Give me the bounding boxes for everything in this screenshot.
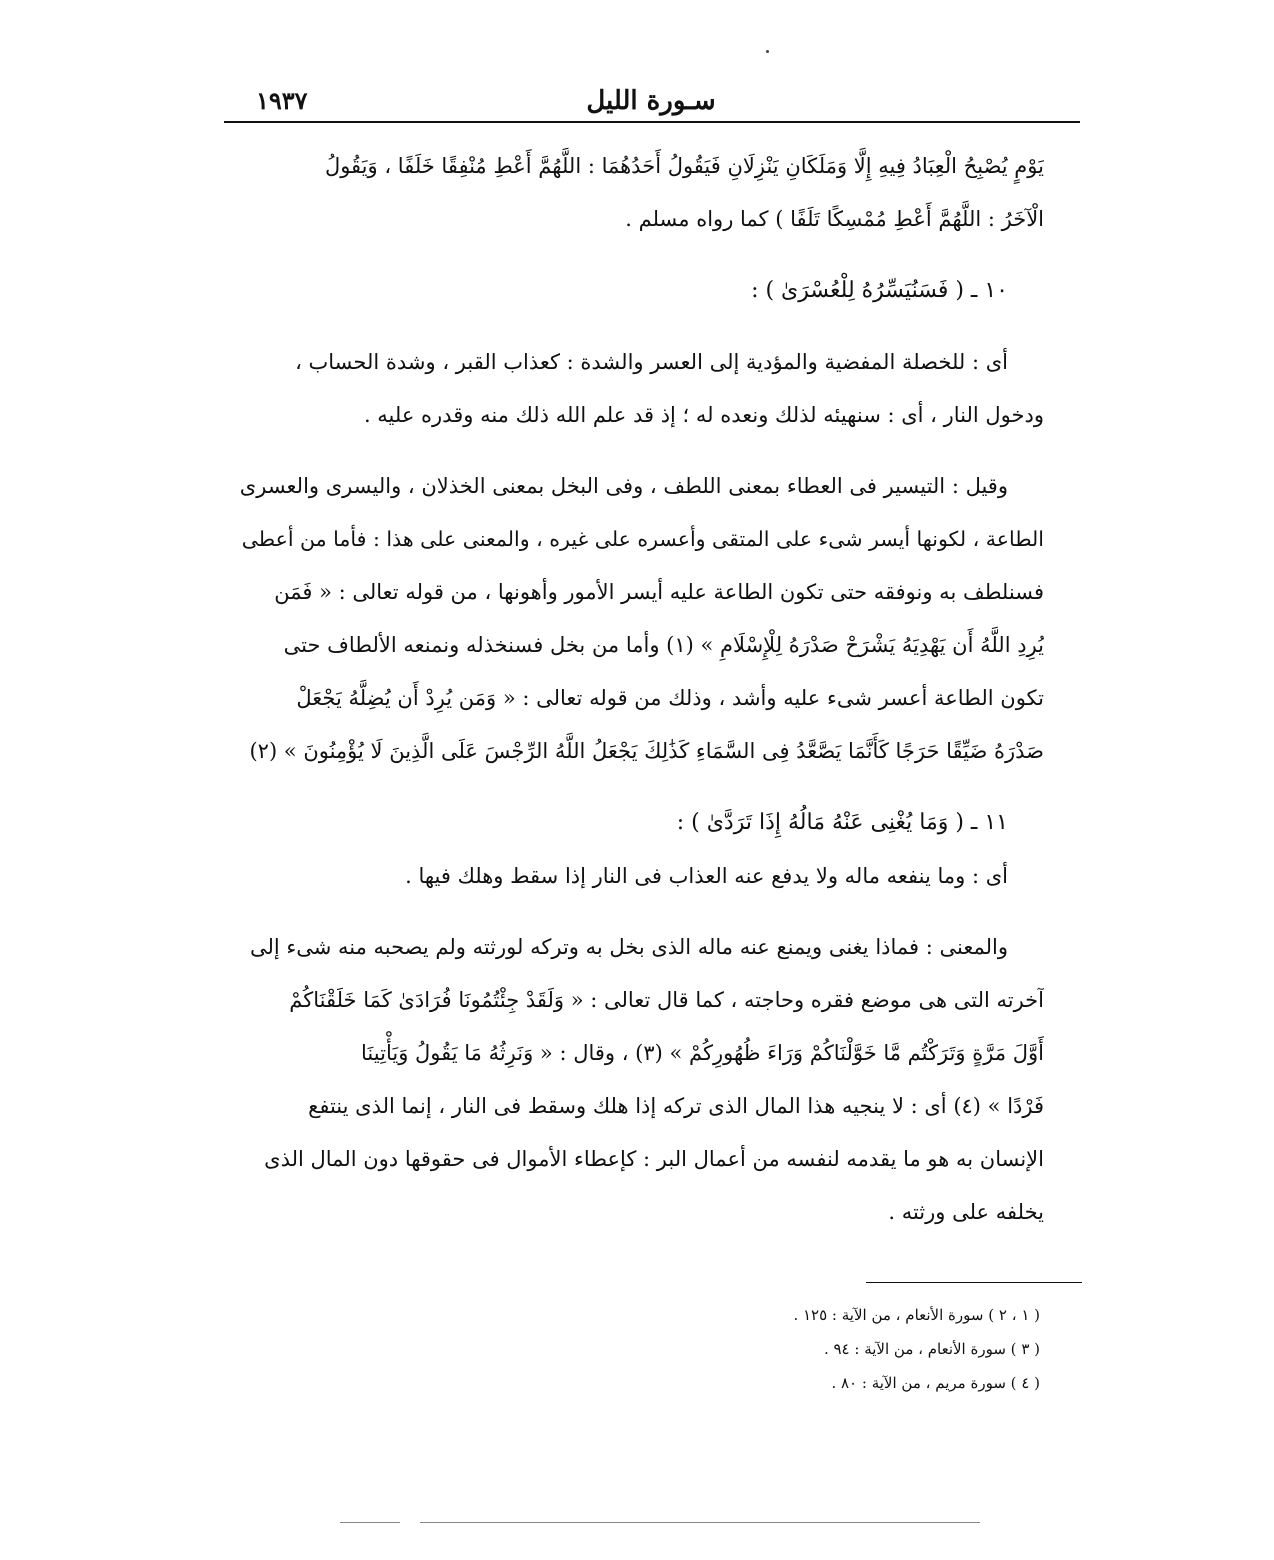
surah-title: سـورة الليل [586, 86, 716, 116]
text-line: يُرِدِ اللَّهُ أَن يَهْدِيَهُ يَشْرَحْ صَدْرَهُ لِلْإِسْلَامِ » (١) وأما من بخل فسنخذله ونمنعه الألطاف حتى [283, 633, 1044, 657]
text-line: يخلفه على ورثته . [888, 1200, 1044, 1224]
text-line: الإنسان به هو ما يقدمه لنفسه من أعمال البر : كإعطاء الأموال فى حقوقها دون المال الذى [264, 1147, 1044, 1171]
header-rule [224, 121, 1080, 123]
footnotes [600, 1298, 1040, 1400]
scan-dot [766, 50, 769, 53]
footnote: ( ١ ، ٢ ) سورة الأنعام ، من الآية : ١٢٥ . [793, 1306, 1040, 1324]
footnote: ( ٣ ) سورة الأنعام ، من الآية : ٩٤ . [823, 1340, 1040, 1358]
text-line: تكون الطاعة أعسر شىء عليه وأشد ، وذلك من قوله تعالى : « وَمَن يُرِدْ أَن يُضِلَّهُ يَجْعَلْ [296, 686, 1044, 710]
scan-mark [420, 1522, 980, 1523]
text-line: آخرته التى هى موضع فقره وحاجته ، كما قال تعالى : « وَلَقَدْ جِئْتُمُونَا فُرَادَىٰ كَمَا خَلَقْنَاكُمْ [289, 988, 1044, 1012]
text-line: يَوْمٍ يُصْبِحُ الْعِبَادُ فِيهِ إِلَّا وَمَلَكَانِ يَنْزِلَانِ فَيَقُولُ أَحَدُهُمَا : اللَّهُمَّ أَعْطِ مُنْفِقًا خَلَفًا ، وَيَقُولُ [324, 154, 1044, 178]
text-line: أى : للخصلة المفضية والمؤدية إلى العسر والشدة : كعذاب القبر ، وشدة الحساب ، [295, 350, 1008, 374]
footnote-rule [866, 1282, 1082, 1283]
text-line: أى : وما ينفعه ماله ولا يدفع عنه العذاب فى النار إذا سقط وهلك فيها . [405, 864, 1008, 888]
footnote: ( ٤ ) سورة مريم ، من الآية : ٨٠ . [831, 1374, 1040, 1392]
text-line: ودخول النار ، أى : سنهيئه لذلك ونعده له ؛ إذ قد علم الله ذلك منه وقدره عليه . [363, 403, 1044, 427]
text-line: فسنلطف به ونوفقه حتى تكون الطاعة عليه أيسر الأمور وأهونها ، من قوله تعالى : « فَمَن [274, 580, 1044, 604]
page-number: ١٩٣٧ [256, 86, 308, 115]
text-line: الْآخَرُ : اللَّهُمَّ أَعْطِ مُمْسِكًا تَلَفًا ) كما رواه مسلم . [625, 207, 1044, 231]
page-body [240, 140, 1044, 1239]
text-line: صَدْرَهُ ضَيِّقًا حَرَجًا كَأَنَّمَا يَصَّعَّدُ فِى السَّمَاءِ كَذَٰلِكَ يَجْعَلُ اللَّهُ الرِّجْسَ عَلَى الَّذِينَ لَا يُؤْمِنُونَ » (٢) [249, 739, 1044, 763]
verse-heading-11: ١١ ـ ( وَمَا يُغْنِى عَنْهُ مَالُهُ إِذَا تَرَدَّىٰ ) : [676, 810, 1008, 835]
text-line: والمعنى : فماذا يغنى ويمنع عنه ماله الذى بخل به وتركه لورثته ولم يصحبه منه شىء إلى [249, 935, 1008, 959]
scan-mark [340, 1522, 400, 1523]
verse-heading-10: ١٠ ـ ( فَسَنُيَسِّرُهُ لِلْعُسْرَىٰ ) : [751, 278, 1008, 303]
text-line: أَوَّلَ مَرَّةٍ وَتَرَكْتُم مَّا خَوَّلْنَاكُمْ وَرَاءَ ظُهُورِكُمْ » (٣) ، وقال : « وَنَرِثُهُ مَا يَقُولُ وَيَأْتِينَا [361, 1041, 1044, 1065]
text-line: وقيل : التيسير فى العطاء بمعنى اللطف ، وفى البخل بمعنى الخذلان ، واليسرى والعسرى [240, 474, 1008, 498]
page-header [226, 86, 1076, 120]
text-line: فَرْدًا » (٤) أى : لا ينجيه هذا المال الذى تركه إذا هلك وسقط فى النار ، إنما الذى ينتفع [308, 1094, 1044, 1118]
text-line: الطاعة ، لكونها أيسر شىء على المتقى وأعسره على غيره ، والمعنى على هذا : فأما من أعطى [241, 527, 1044, 551]
